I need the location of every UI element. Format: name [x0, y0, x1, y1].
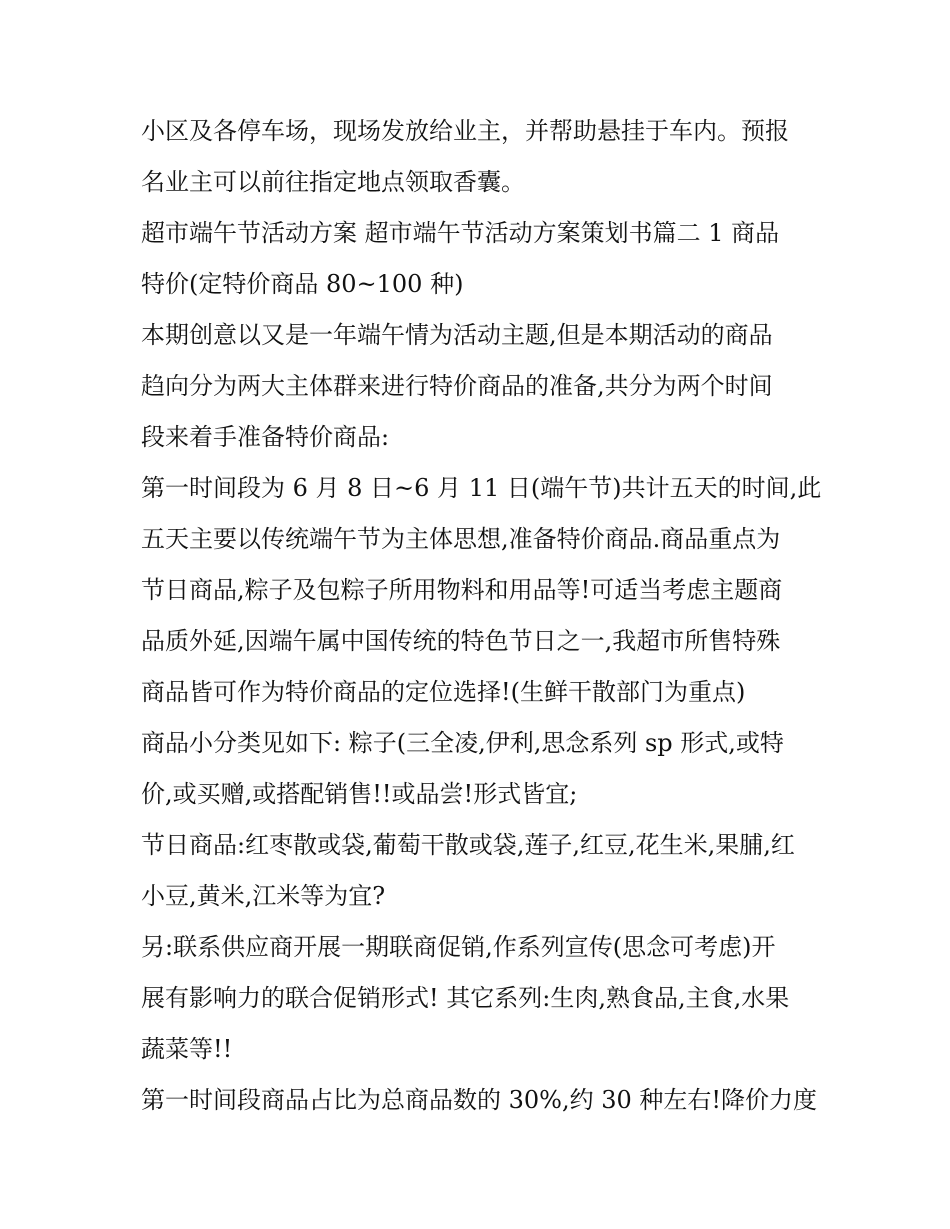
text-line: 商品小分类见如下: 粽子(三全凌,伊利,思念系列 sp 形式,或特	[141, 729, 784, 757]
text-line: 另:联系供应商开展一期联商促销,作系列宣传(思念可考虑)开	[141, 933, 776, 961]
text-line: 商品皆可作为特价商品的定位选择!(生鲜干散部门为重点)	[141, 678, 746, 706]
text-line: 趋向分为两大主体群来进行特价商品的准备,共分为两个时间	[141, 372, 773, 400]
text-line: 节日商品:红枣散或袋,葡萄干散或袋,莲子,红豆,花生米,果脯,红	[141, 831, 795, 859]
text-line: 价,或买赠,或搭配销售!!或品尝!形式皆宜;	[141, 780, 578, 808]
text-line: 名业主可以前往指定地点领取香囊。	[141, 168, 525, 196]
text-line: 本期创意以又是一年端午情为活动主题,但是本期活动的商品	[141, 321, 773, 349]
text-line: 段来着手准备特价商品:	[141, 423, 390, 451]
text-line: 展有影响力的联合促销形式! 其它系列:生肉,熟食品,主食,水果	[141, 984, 790, 1012]
text-line: 第一时间段为 6 月 8 日~6 月 11 日(端午节)共计五天的时间,此	[141, 474, 822, 502]
text-line: 第一时间段商品占比为总商品数的 30%,约 30 种左右!降价力度	[141, 1086, 818, 1114]
text-line: 小区及各停车场，现场发放给业主，并帮助悬挂于车内。预报	[141, 117, 789, 145]
text-line: 品质外延,因端午属中国传统的特色节日之一,我超市所售特殊	[141, 627, 781, 655]
text-line: 五天主要以传统端午节为主体思想,准备特价商品.商品重点为	[141, 525, 781, 553]
text-line: 小豆,黄米,江米等为宜?	[141, 882, 386, 910]
text-line: 节日商品,粽子及包粽子所用物料和用品等!可适当考虑主题商	[141, 576, 783, 604]
text-line: 蔬菜等!!	[141, 1035, 233, 1063]
text-line: 特价(定特价商品 80~100 种)	[141, 270, 464, 298]
text-line: 超市端午节活动方案 超市端午节活动方案策划书篇二 1 商品	[141, 219, 780, 247]
document-body	[141, 106, 821, 1126]
